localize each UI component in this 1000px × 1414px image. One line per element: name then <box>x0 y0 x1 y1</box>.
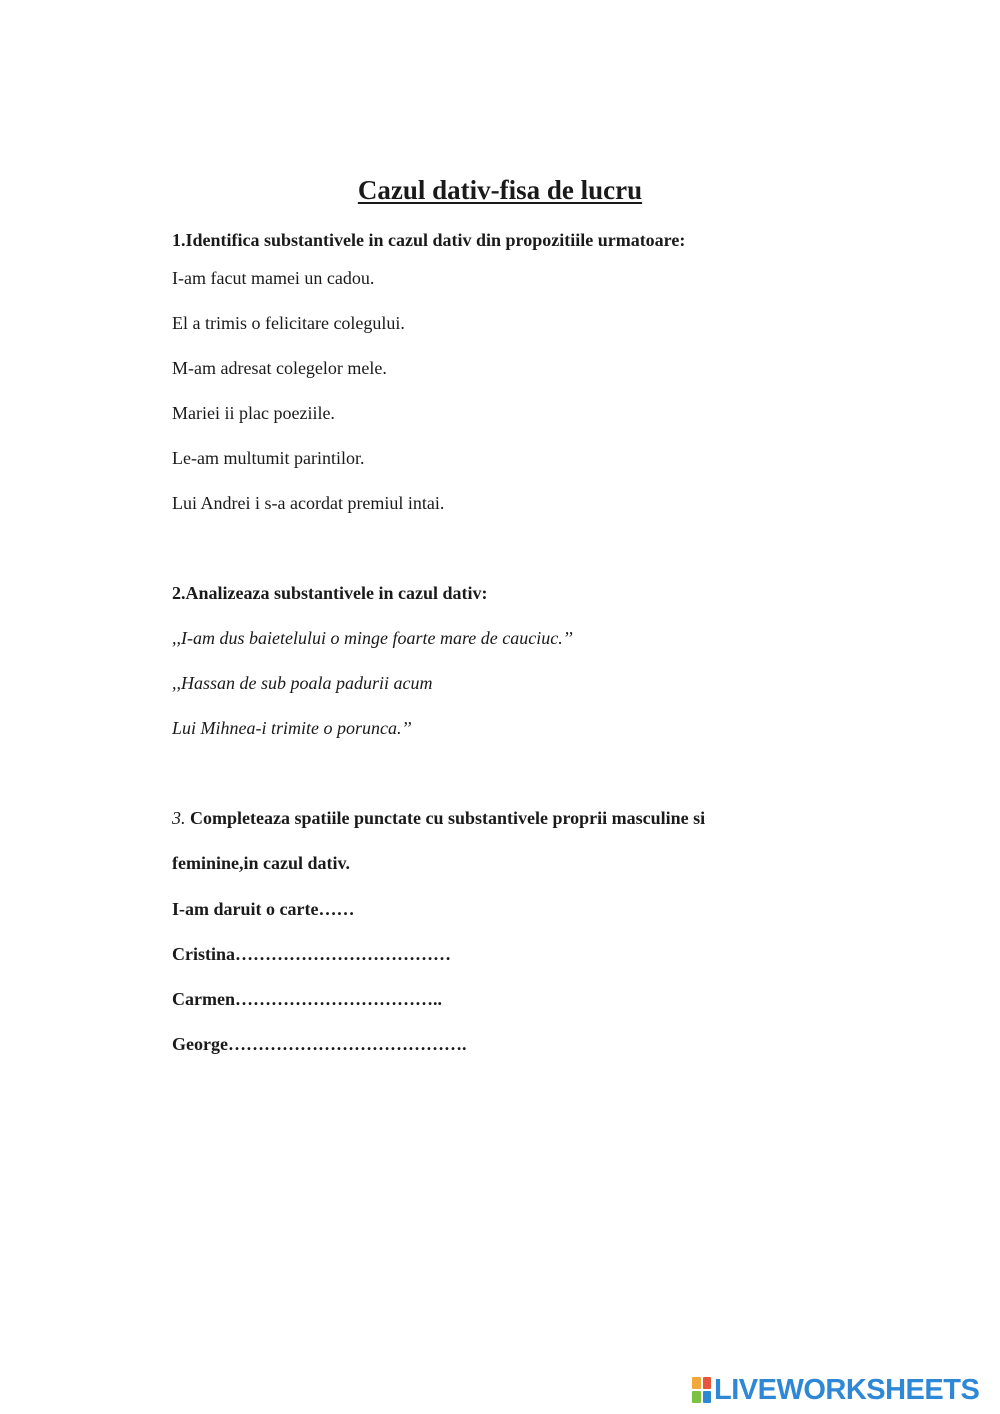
exercise-2-quote: ,,I-am dus baietelului o minge foarte mare de cauciuc.’’ <box>172 628 573 648</box>
logo-square-blue <box>703 1391 712 1403</box>
liveworksheets-logo-text: LIVEWORKSHEETS <box>714 1373 980 1406</box>
exercise-3-item: Cristina……………………………… <box>172 944 451 964</box>
exercise-1-sentence: Mariei ii plac poeziile. <box>172 403 335 423</box>
exercise-1-heading: 1.Identifica substantivele in cazul dativ din propozitiile urmatoare: <box>172 230 686 250</box>
liveworksheets-logo-icon <box>692 1377 711 1403</box>
exercise-3-item: I-am daruit o carte…… <box>172 899 355 919</box>
exercise-1-sentence: I-am facut mamei un cadou. <box>172 268 375 288</box>
exercise-1-sentence: Lui Andrei i s-a acordat premiul intai. <box>172 493 445 513</box>
exercise-1-sentence: Le-am multumit parintilor. <box>172 448 365 468</box>
exercise-3-heading <box>172 808 705 829</box>
exercise-3-heading-line1: Completeaza spatiile punctate cu substantivele proprii masculine si <box>190 808 706 828</box>
exercise-3-number: 3. <box>172 808 186 828</box>
exercise-3-item: George…………………………………. <box>172 1034 467 1054</box>
exercise-1-sentence: El a trimis o felicitare colegului. <box>172 313 405 333</box>
exercise-2-quote: ,,Hassan de sub poala padurii acum <box>172 673 433 693</box>
worksheet-title: Cazul dativ-fisa de lucru <box>357 175 643 205</box>
exercise-2-quote: Lui Mihnea-i trimite o porunca.’’ <box>172 718 412 738</box>
exercise-1-sentence: M-am adresat colegelor mele. <box>172 358 387 378</box>
logo-square-orange <box>692 1377 701 1389</box>
exercise-3-item: Carmen…………………………….. <box>172 989 442 1009</box>
logo-square-red <box>703 1377 712 1389</box>
exercise-3-heading-line2: feminine,in cazul dativ. <box>172 853 351 873</box>
logo-square-green <box>692 1391 701 1403</box>
exercise-2-heading: 2.Analizeaza substantivele in cazul dativ: <box>172 583 488 603</box>
liveworksheets-logo <box>692 1373 979 1407</box>
